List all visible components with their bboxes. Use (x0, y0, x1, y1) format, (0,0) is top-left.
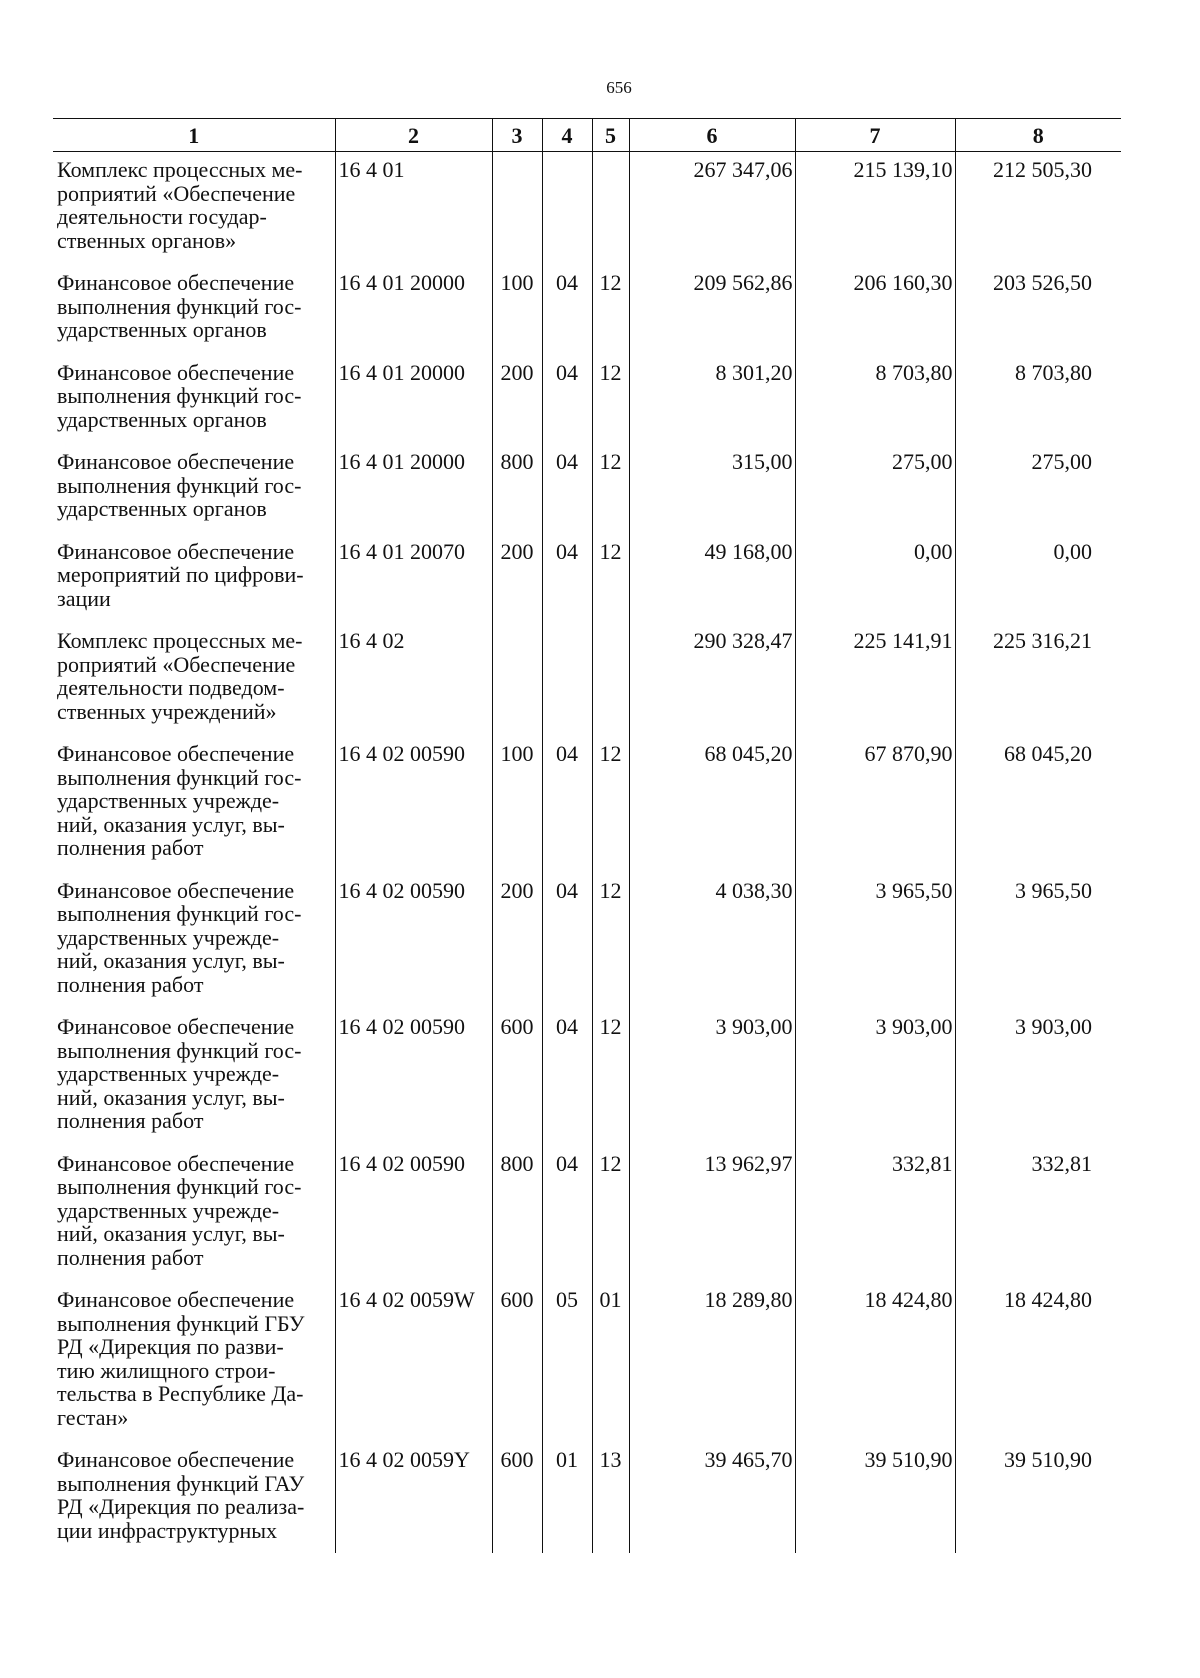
spacer-cell (592, 860, 629, 871)
row-name-cell: Финансовое обеспечение выполнения функций гос- ударственных учрежде- ний, оказания услуг, вы- полнения работ (53, 734, 335, 860)
spacer-cell (795, 1542, 955, 1553)
spacer-cell (335, 1269, 492, 1280)
spacer-cell (542, 860, 592, 871)
spacer-cell (53, 1269, 335, 1280)
row-col5-cell (592, 152, 629, 253)
spacer-cell (53, 1429, 335, 1440)
row-col4-cell: 04 (542, 532, 592, 611)
spacer-cell (53, 521, 335, 532)
spacer-cell (542, 1429, 592, 1440)
spacer-cell (795, 860, 955, 871)
table-row (53, 442, 1121, 521)
spacer-cell (492, 521, 542, 532)
row-value8-cell: 3 903,00 (955, 1007, 1121, 1133)
row-name-cell: Финансовое обеспечение выполнения функций гос- ударственных учрежде- ний, оказания услуг, вы- полнения работ (53, 1007, 335, 1133)
row-col3-cell: 100 (492, 734, 542, 860)
spacer-cell (955, 610, 1121, 621)
row-col5-cell: 12 (592, 734, 629, 860)
column-header-6: 6 (629, 119, 795, 152)
row-value6-cell: 39 465,70 (629, 1440, 795, 1542)
spacer-cell (335, 1542, 492, 1553)
row-col5-cell: 12 (592, 263, 629, 342)
row-value7-cell: 67 870,90 (795, 734, 955, 860)
row-code-cell: 16 4 01 20000 (335, 442, 492, 521)
spacer-cell (955, 1542, 1121, 1553)
row-spacer (53, 521, 1121, 532)
row-value8-cell: 0,00 (955, 532, 1121, 611)
spacer-cell (629, 521, 795, 532)
spacer-cell (492, 431, 542, 442)
row-value6-cell: 18 289,80 (629, 1280, 795, 1429)
spacer-cell (795, 996, 955, 1007)
spacer-cell (335, 342, 492, 353)
row-col3-cell: 800 (492, 1144, 542, 1270)
spacer-cell (955, 342, 1121, 353)
row-code-cell: 16 4 02 0059W (335, 1280, 492, 1429)
spacer-cell (492, 1429, 542, 1440)
row-value7-cell: 332,81 (795, 1144, 955, 1270)
budget-table-frame (53, 118, 1121, 1593)
spacer-cell (492, 252, 542, 263)
row-value8-cell: 225 316,21 (955, 621, 1121, 723)
spacer-cell (53, 860, 335, 871)
row-value7-cell: 225 141,91 (795, 621, 955, 723)
spacer-cell (629, 1133, 795, 1144)
row-name-cell: Комплекс процессных ме- роприятий «Обеспечение деятельности подведом- ственных учреждений» (53, 621, 335, 723)
spacer-cell (592, 431, 629, 442)
row-col5-cell (592, 621, 629, 723)
spacer-cell (592, 521, 629, 532)
row-value8-cell: 203 526,50 (955, 263, 1121, 342)
row-col4-cell: 04 (542, 353, 592, 432)
spacer-cell (542, 431, 592, 442)
row-name-cell: Финансовое обеспечение мероприятий по цифрови- зации (53, 532, 335, 611)
row-col3-cell: 600 (492, 1280, 542, 1429)
row-value6-cell: 68 045,20 (629, 734, 795, 860)
row-value8-cell: 275,00 (955, 442, 1121, 521)
spacer-cell (53, 252, 335, 263)
spacer-cell (53, 342, 335, 353)
spacer-cell (955, 996, 1121, 1007)
spacer-cell (795, 521, 955, 532)
row-value6-cell: 8 301,20 (629, 353, 795, 432)
spacer-cell (335, 723, 492, 734)
row-code-cell: 16 4 02 00590 (335, 1007, 492, 1133)
spacer-cell (629, 342, 795, 353)
row-col4-cell: 04 (542, 734, 592, 860)
spacer-cell (542, 610, 592, 621)
row-value8-cell: 332,81 (955, 1144, 1121, 1270)
spacer-cell (795, 1133, 955, 1144)
row-code-cell: 16 4 01 20000 (335, 263, 492, 342)
spacer-cell (795, 1269, 955, 1280)
row-spacer (53, 1133, 1121, 1144)
row-col4-cell (542, 621, 592, 723)
row-spacer (53, 1542, 1121, 1553)
spacer-cell (53, 1133, 335, 1144)
row-value8-cell: 8 703,80 (955, 353, 1121, 432)
spacer-cell (53, 610, 335, 621)
spacer-cell (955, 1133, 1121, 1144)
row-value7-cell: 18 424,80 (795, 1280, 955, 1429)
spacer-cell (492, 996, 542, 1007)
spacer-cell (592, 1542, 629, 1553)
row-value6-cell: 290 328,47 (629, 621, 795, 723)
row-value6-cell: 4 038,30 (629, 871, 795, 997)
row-value7-cell: 206 160,30 (795, 263, 955, 342)
table-row (53, 871, 1121, 997)
row-spacer (53, 860, 1121, 871)
table-body (53, 152, 1121, 1554)
row-value8-cell: 68 045,20 (955, 734, 1121, 860)
spacer-cell (492, 1269, 542, 1280)
spacer-cell (955, 1269, 1121, 1280)
row-col4-cell: 04 (542, 442, 592, 521)
row-value8-cell: 212 505,30 (955, 152, 1121, 253)
spacer-cell (492, 1133, 542, 1144)
spacer-cell (335, 860, 492, 871)
row-value8-cell: 18 424,80 (955, 1280, 1121, 1429)
spacer-cell (53, 1542, 335, 1553)
spacer-cell (955, 1429, 1121, 1440)
row-col5-cell: 12 (592, 871, 629, 997)
spacer-cell (335, 1133, 492, 1144)
spacer-cell (542, 252, 592, 263)
spacer-cell (592, 996, 629, 1007)
spacer-cell (335, 996, 492, 1007)
row-spacer (53, 723, 1121, 734)
spacer-cell (795, 431, 955, 442)
row-code-cell: 16 4 02 (335, 621, 492, 723)
table-row (53, 532, 1121, 611)
spacer-cell (335, 431, 492, 442)
row-col3-cell (492, 152, 542, 253)
row-value6-cell: 209 562,86 (629, 263, 795, 342)
spacer-cell (629, 860, 795, 871)
row-value7-cell: 3 965,50 (795, 871, 955, 997)
spacer-cell (542, 1542, 592, 1553)
column-header-1: 1 (53, 119, 335, 152)
row-name-cell: Финансовое обеспечение выполнения функций гос- ударственных органов (53, 353, 335, 432)
row-col5-cell: 13 (592, 1440, 629, 1542)
row-value7-cell: 8 703,80 (795, 353, 955, 432)
spacer-cell (592, 342, 629, 353)
spacer-cell (542, 1269, 592, 1280)
spacer-cell (955, 431, 1121, 442)
spacer-cell (795, 723, 955, 734)
row-col3-cell (492, 621, 542, 723)
spacer-cell (592, 1269, 629, 1280)
row-col3-cell: 600 (492, 1440, 542, 1542)
spacer-cell (629, 1429, 795, 1440)
table-header (53, 119, 1121, 152)
spacer-cell (492, 723, 542, 734)
row-col4-cell: 01 (542, 1440, 592, 1542)
spacer-cell (629, 610, 795, 621)
row-value6-cell: 49 168,00 (629, 532, 795, 611)
row-col5-cell: 12 (592, 1144, 629, 1270)
spacer-cell (629, 1542, 795, 1553)
row-value7-cell: 215 139,10 (795, 152, 955, 253)
row-col5-cell: 12 (592, 442, 629, 521)
table-row (53, 621, 1121, 723)
row-value8-cell: 39 510,90 (955, 1440, 1121, 1542)
row-col5-cell: 12 (592, 1007, 629, 1133)
spacer-cell (53, 723, 335, 734)
spacer-cell (592, 252, 629, 263)
row-name-cell: Комплекс процессных ме- роприятий «Обеспечение деятельности государ- ственных органов» (53, 152, 335, 253)
row-col5-cell: 01 (592, 1280, 629, 1429)
row-col5-cell: 12 (592, 353, 629, 432)
row-name-cell: Финансовое обеспечение выполнения функций гос- ударственных учрежде- ний, оказания услуг, вы- полнения работ (53, 1144, 335, 1270)
spacer-cell (542, 723, 592, 734)
row-spacer (53, 1429, 1121, 1440)
spacer-cell (492, 342, 542, 353)
column-header-5: 5 (592, 119, 629, 152)
row-code-cell: 16 4 02 00590 (335, 871, 492, 997)
spacer-cell (955, 521, 1121, 532)
row-spacer (53, 996, 1121, 1007)
spacer-cell (335, 1429, 492, 1440)
row-code-cell: 16 4 02 00590 (335, 734, 492, 860)
row-value7-cell: 3 903,00 (795, 1007, 955, 1133)
row-name-cell: Финансовое обеспечение выполнения функций ГБУ РД «Дирекция по разви- тию жилищного строи- тельства в Республике Да- гестан» (53, 1280, 335, 1429)
spacer-cell (542, 342, 592, 353)
spacer-cell (492, 860, 542, 871)
row-value7-cell: 39 510,90 (795, 1440, 955, 1542)
row-spacer (53, 431, 1121, 442)
table-row (53, 353, 1121, 432)
spacer-cell (955, 860, 1121, 871)
row-name-cell: Финансовое обеспечение выполнения функций гос- ударственных учрежде- ний, оказания услуг, вы- полнения работ (53, 871, 335, 997)
spacer-cell (592, 1133, 629, 1144)
table-row (53, 1007, 1121, 1133)
row-value7-cell: 0,00 (795, 532, 955, 611)
row-col5-cell: 12 (592, 532, 629, 611)
table-row (53, 1144, 1121, 1270)
spacer-cell (592, 723, 629, 734)
row-spacer (53, 252, 1121, 263)
row-col3-cell: 200 (492, 871, 542, 997)
spacer-cell (629, 252, 795, 263)
spacer-cell (592, 610, 629, 621)
row-col4-cell: 04 (542, 1144, 592, 1270)
row-spacer (53, 342, 1121, 353)
spacer-cell (629, 1269, 795, 1280)
row-code-cell: 16 4 01 (335, 152, 492, 253)
row-col3-cell: 200 (492, 532, 542, 611)
row-col4-cell: 04 (542, 263, 592, 342)
spacer-cell (629, 996, 795, 1007)
table-row (53, 734, 1121, 860)
spacer-cell (955, 723, 1121, 734)
spacer-cell (492, 610, 542, 621)
spacer-cell (335, 521, 492, 532)
column-header-2: 2 (335, 119, 492, 152)
column-header-4: 4 (542, 119, 592, 152)
row-col3-cell: 600 (492, 1007, 542, 1133)
row-col4-cell (542, 152, 592, 253)
spacer-cell (542, 996, 592, 1007)
row-col3-cell: 200 (492, 353, 542, 432)
spacer-cell (592, 1429, 629, 1440)
spacer-cell (955, 252, 1121, 263)
row-code-cell: 16 4 01 20000 (335, 353, 492, 432)
row-spacer (53, 1269, 1121, 1280)
row-code-cell: 16 4 02 0059Y (335, 1440, 492, 1542)
spacer-cell (542, 521, 592, 532)
row-value6-cell: 315,00 (629, 442, 795, 521)
budget-table (53, 118, 1121, 1553)
row-col4-cell: 04 (542, 871, 592, 997)
row-value8-cell: 3 965,50 (955, 871, 1121, 997)
row-code-cell: 16 4 01 20070 (335, 532, 492, 611)
table-row (53, 1440, 1121, 1542)
spacer-cell (629, 431, 795, 442)
row-col4-cell: 04 (542, 1007, 592, 1133)
column-header-8: 8 (955, 119, 1121, 152)
spacer-cell (795, 1429, 955, 1440)
page-number: 656 (606, 78, 632, 97)
table-row (53, 263, 1121, 342)
table-row (53, 152, 1121, 253)
row-name-cell: Финансовое обеспечение выполнения функций гос- ударственных органов (53, 263, 335, 342)
spacer-cell (629, 723, 795, 734)
spacer-cell (53, 996, 335, 1007)
row-value6-cell: 13 962,97 (629, 1144, 795, 1270)
row-name-cell: Финансовое обеспечение выполнения функций ГАУ РД «Дирекция по реализа- ции инфраструктурных (53, 1440, 335, 1542)
spacer-cell (795, 342, 955, 353)
row-value6-cell: 267 347,06 (629, 152, 795, 253)
row-spacer (53, 610, 1121, 621)
row-value6-cell: 3 903,00 (629, 1007, 795, 1133)
column-header-7: 7 (795, 119, 955, 152)
row-col4-cell: 05 (542, 1280, 592, 1429)
spacer-cell (795, 610, 955, 621)
row-value7-cell: 275,00 (795, 442, 955, 521)
row-code-cell: 16 4 02 00590 (335, 1144, 492, 1270)
spacer-cell (492, 1542, 542, 1553)
spacer-cell (795, 252, 955, 263)
spacer-cell (335, 252, 492, 263)
spacer-cell (53, 431, 335, 442)
row-col3-cell: 800 (492, 442, 542, 521)
spacer-cell (335, 610, 492, 621)
table-row (53, 1280, 1121, 1429)
spacer-cell (542, 1133, 592, 1144)
row-col3-cell: 100 (492, 263, 542, 342)
row-name-cell: Финансовое обеспечение выполнения функций гос- ударственных органов (53, 442, 335, 521)
header-row (53, 119, 1121, 152)
column-header-3: 3 (492, 119, 542, 152)
